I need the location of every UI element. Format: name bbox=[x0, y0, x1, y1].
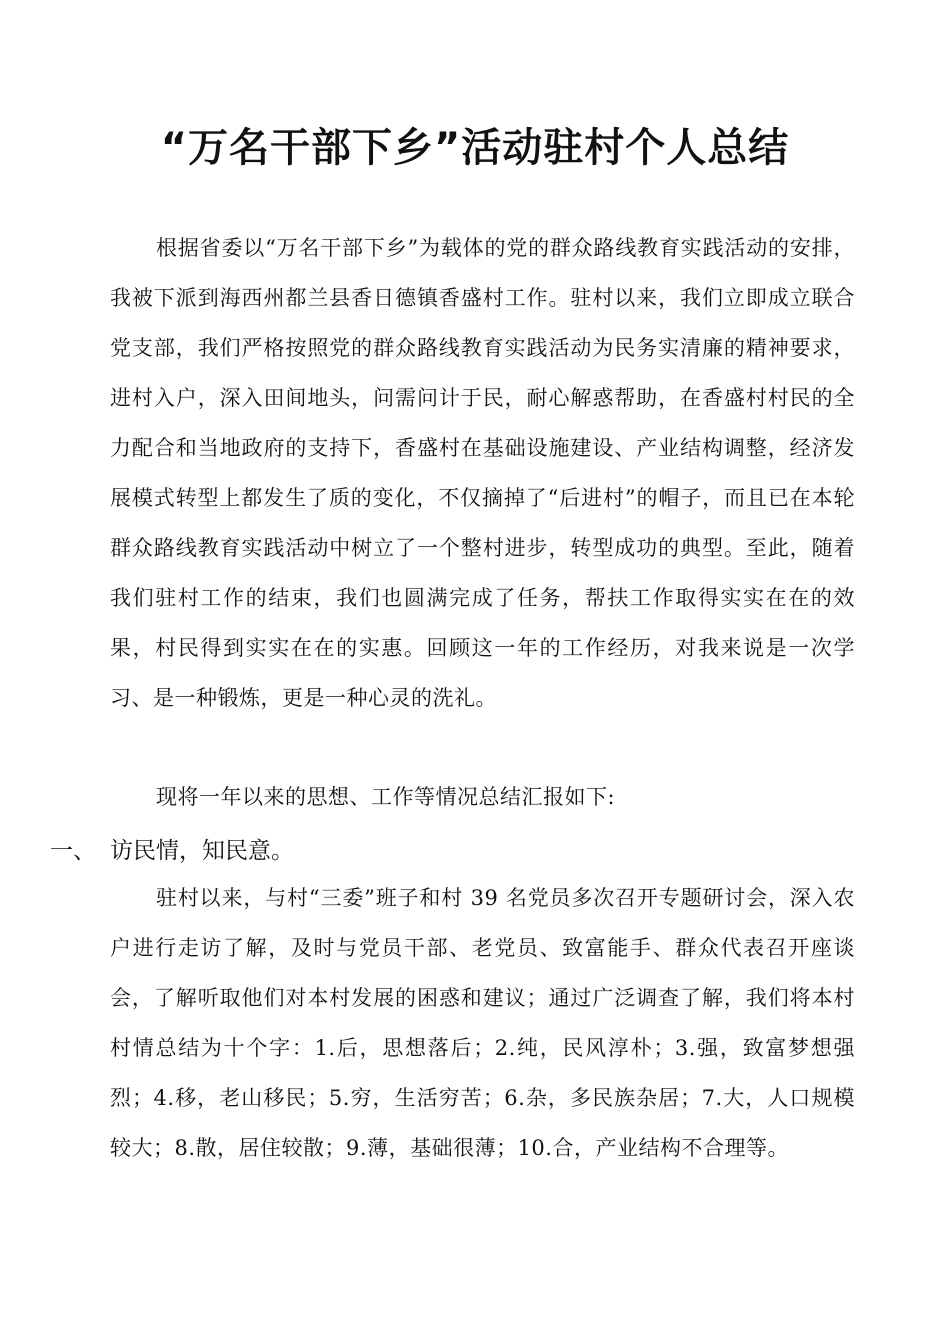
section-number: 一、 bbox=[50, 838, 96, 864]
paragraph-intro: 根据省委以“万名干部下乡”为载体的党的群众路线教育实践活动的安排，我被下派到海西州都兰县香日德镇香盛村工作。驻村以来，我们立即成立联合党支部，我们严格按照党的群众路线教育实践活动为民务实清廉的精神要求，进村入户，深入田间地头，问需问计于民，耐心解惑帮助，在香盛村村民的全力配合和当地政府的支持下，香盛村在基础设施建设、产业结构调整，经济发展模式转型上都发生了质的变化，不仅摘掉了“后进村”的帽子，而且已在本轮群众路线教育实践活动中树立了一个整村进步，转型成功的典型。至此，随着我们驻村工作的结束，我们也圆满完成了任务，帮扶工作取得实实在在的效果，村民得到实实在在的实惠。回顾这一年的工作经历，对我来说是一次学习、是一种锻炼，更是一种心灵的洗礼。 bbox=[110, 236, 855, 710]
section-heading bbox=[50, 826, 294, 876]
paragraph-lead: 现将一年以来的思想、工作等情况总结汇报如下: bbox=[156, 785, 616, 809]
paragraph-visit: 驻村以来，与村“三委”班子和村 39 名党员多次召开专题研讨会，深入农户进行走访了解，及时与党员干部、老党员、致富能手、群众代表召开座谈会，了解听取他们对本村发展的困惑和建议；通过广泛调查了解，我们将本村村情总结为十个字：1.后，思想落后；2.纯，民风淳朴；3.强，致富梦想强烈；4.移，老山移民；5.穷，生活穷苦；6.杂，多民族杂居；7.大，人口规模较大；8.散，居住较散；9.薄，基础很薄；10.合，产业结构不合理等。 bbox=[110, 886, 855, 1160]
section-heading-text: 访民情，知民意。 bbox=[110, 838, 294, 864]
document-title: “万名干部下乡”活动驻村个人总结 bbox=[160, 125, 790, 171]
